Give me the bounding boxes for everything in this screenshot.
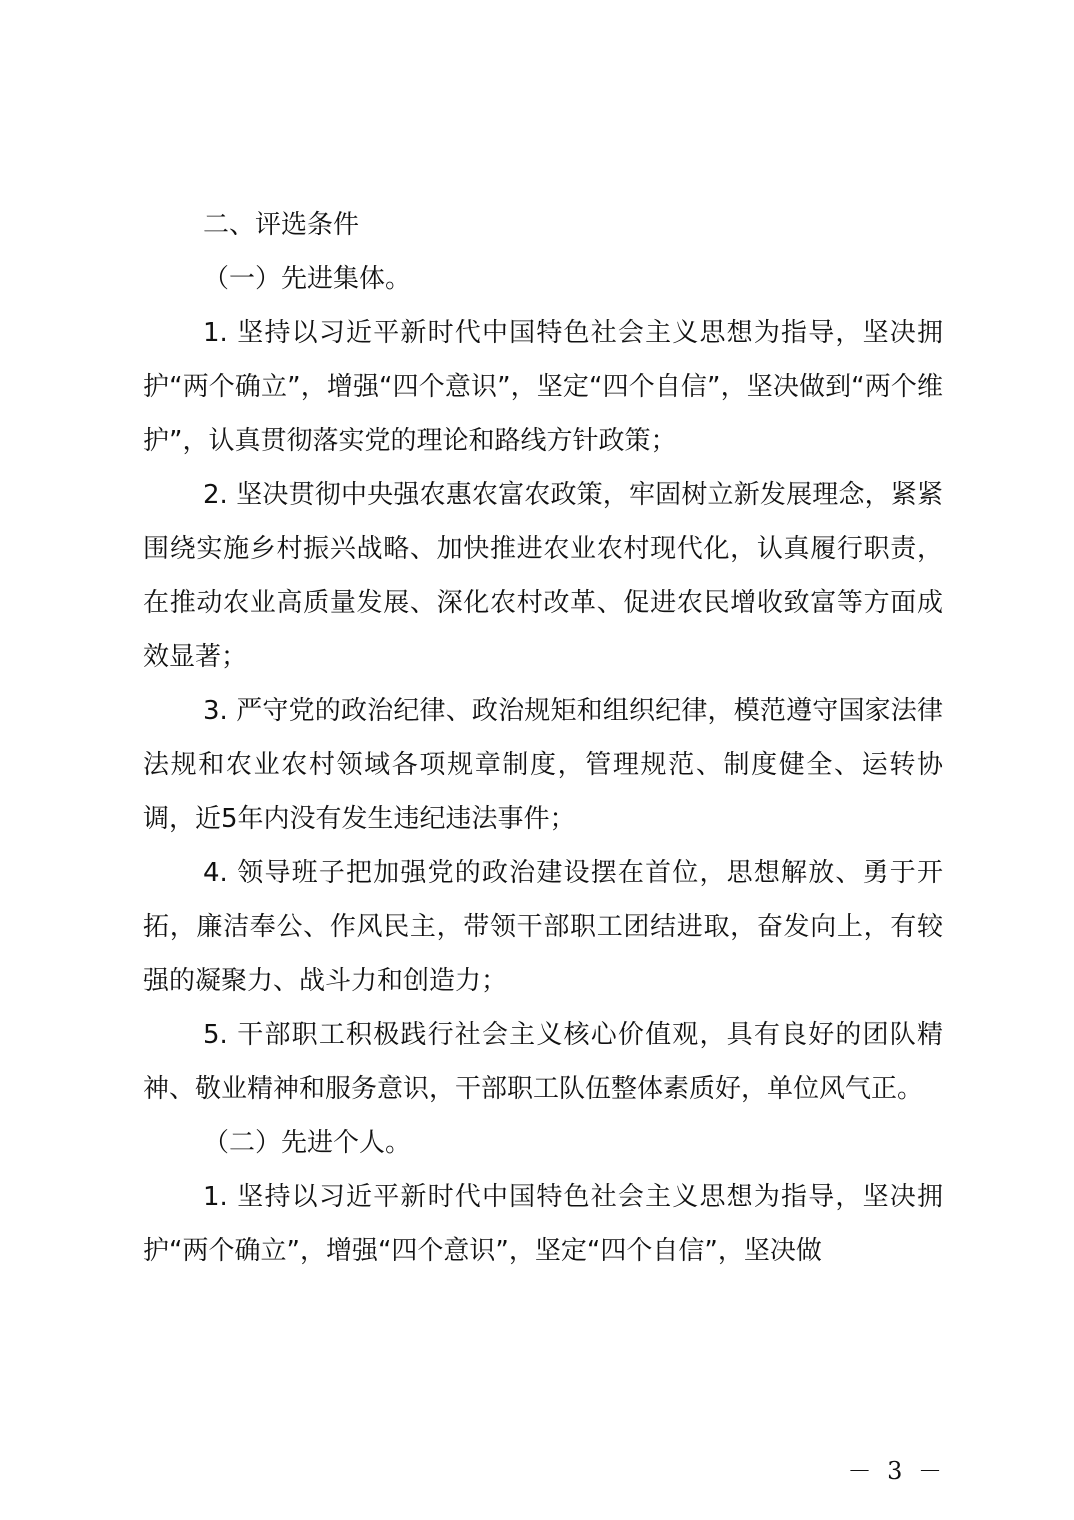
page-number: － 3 － [847, 1457, 946, 1485]
criteria-paragraph: 4. 领导班子把加强党的政治建设摆在首位，思想解放、勇于开拓，廉洁奉公、作风民主，带领干部职工团结进取，奋发向上，有较强的凝聚力、战斗力和创造力； [143, 858, 943, 996]
section-heading: 二、评选条件 [203, 210, 360, 240]
criteria-paragraph: 1. 坚持以习近平新时代中国特色社会主义思想为指导，坚决拥护“两个确立”，增强“四个意识”，坚定“四个自信”，坚决做 [143, 1182, 943, 1266]
subsection-heading-collective: （一）先进集体。 [203, 264, 412, 294]
subsection-heading-individual: （二）先进个人。 [203, 1128, 412, 1158]
criteria-paragraph: 2. 坚决贯彻中央强农惠农富农政策，牢固树立新发展理念，紧紧围绕实施乡村振兴战略、加快推进农业农村现代化，认真履行职责，在推动农业高质量发展、深化农村改革、促进农民增收致富等方面成效显著； [143, 480, 943, 672]
document-body [143, 198, 943, 1278]
criteria-paragraph: 3. 严守党的政治纪律、政治规矩和组织纪律，模范遵守国家法律法规和农业农村领域各项规章制度，管理规范、制度健全、运转协调，近5年内没有发生违纪违法事件； [143, 696, 943, 834]
criteria-paragraph: 5. 干部职工积极践行社会主义核心价值观，具有良好的团队精神、敬业精神和服务意识，干部职工队伍整体素质好，单位风气正。 [143, 1020, 943, 1104]
criteria-paragraph: 1. 坚持以习近平新时代中国特色社会主义思想为指导，坚决拥护“两个确立”，增强“四个意识”，坚定“四个自信”，坚决做到“两个维护”，认真贯彻落实党的理论和路线方针政策； [143, 318, 943, 456]
